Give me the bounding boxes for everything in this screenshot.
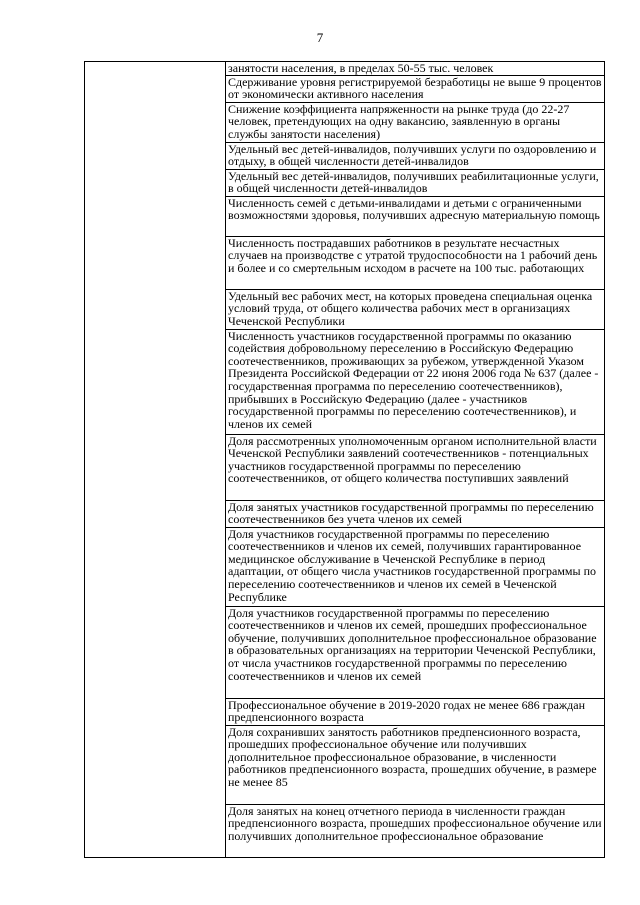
indicators-table (84, 61, 605, 858)
indicator-cell (226, 527, 605, 606)
indicator-text: Доля сохранивших занятость работников предпенсионного возраста, прошедших профессиональное обучение или получивших дополнительное профессиональное образование, в численности работников предпенсионного возраста, прошедших обучение, в размере не менее 85 (228, 724, 597, 789)
indicator-text: Численность семей с детьми-инвалидами и детьми с ограниченными возможностями здоровья, получивших адресную материальную помощь (228, 195, 600, 223)
indicator-text: Доля занятых на конец отчетного периода в численности граждан предпенсионного возраста, прошедших профессиональное обучение или получивших дополнительное профессиональное образование (228, 803, 602, 843)
indicator-cell (226, 196, 605, 236)
indicator-text: Доля рассмотренных уполномоченным органом исполнительной власти Чеченской Республики заявлений соотечественников - потенциальных участников государственной программы по переселению соотечественников, от общего количества поступивших заявлений (228, 433, 597, 486)
indicator-cell (226, 434, 605, 500)
indicator-cell (226, 329, 605, 434)
indicator-text: Профессиональное обучение в 2019-2020 годах не менее 686 граждан предпенсионного возраста (228, 697, 586, 725)
indicator-cell (226, 236, 605, 289)
indicator-cell (226, 289, 605, 329)
indicator-cell (226, 102, 605, 142)
indicator-text: Доля участников государственной программы по переселению соотечественников и членов их семей, получивших гарантированное медицинское обслуживание в Чеченской Республике в период адаптации, от общего числа участников государственной программы по переселению соотечественников и членов их семей в Чеченской Республике (228, 526, 597, 604)
left-empty-cell (85, 62, 226, 858)
indicator-text: Удельный вес рабочих мест, на которых проведена специальная оценка условий труда, от общего количества рабочих мест в организациях Чеченской Республики (228, 288, 593, 328)
indicator-text: Доля занятых участников государственной программы по переселению соотечественников без учета членов их семей (228, 499, 594, 527)
indicator-text: Снижение коэффициента напряженности на рынке труда (до 22-27 человек, претендующих на одну вакансию, заявленную в органы службы занятости населения) (228, 101, 570, 141)
indicator-cell (226, 606, 605, 698)
table-row (85, 62, 605, 76)
indicator-cell (226, 142, 605, 169)
indicator-cell (226, 500, 605, 527)
indicator-text: Удельный вес детей-инвалидов, получивших услуги по оздоровлению и отдыху, в общей численности детей-инвалидов (228, 141, 597, 169)
indicator-text: занятости населения, в пределах 50-55 тыс. человек (228, 61, 494, 75)
indicator-cell (226, 698, 605, 725)
page-number: 7 (316, 30, 324, 45)
indicator-cell (226, 75, 605, 102)
indicator-text: Доля участников государственной программы по переселению соотечественников и членов их семей, прошедших профессиональное обучение, получивших дополнительное профессиональное образование в образовательных организациях на территории Чеченской Республики, от числа участников государственной программы по переселению соотечественников и членов их семей (228, 605, 597, 683)
indicator-text: Сдерживание уровня регистрируемой безработицы не выше 9 процентов от экономически активного населения (228, 74, 602, 102)
indicator-text: Удельный вес детей-инвалидов, получивших реабилитационные услуги, в общей численности детей-инвалидов (228, 168, 599, 196)
indicator-cell (226, 804, 605, 857)
indicator-cell (226, 169, 605, 196)
indicator-cell (226, 62, 605, 76)
indicator-text: Численность пострадавших работников в результате несчастных случаев на производстве с утратой трудоспособности на 1 рабочий день и более и со смертельным исходом в расчете на 100 тыс. работающих (228, 235, 598, 275)
indicator-cell (226, 725, 605, 804)
indicator-text: Численность участников государственной программы по оказанию содействия добровольному переселению в Российскую Федерацию соотечественников, проживающих за рубежом, утвержденной Указом Президента Российской Федерации от 22 июня 2006 года № 637 (далее - государственная программа по переселению соотечественников), прибывших в Российскую Федерацию (далее - участников государственной программы по переселению соотечественников), и членов их семей (228, 328, 599, 431)
